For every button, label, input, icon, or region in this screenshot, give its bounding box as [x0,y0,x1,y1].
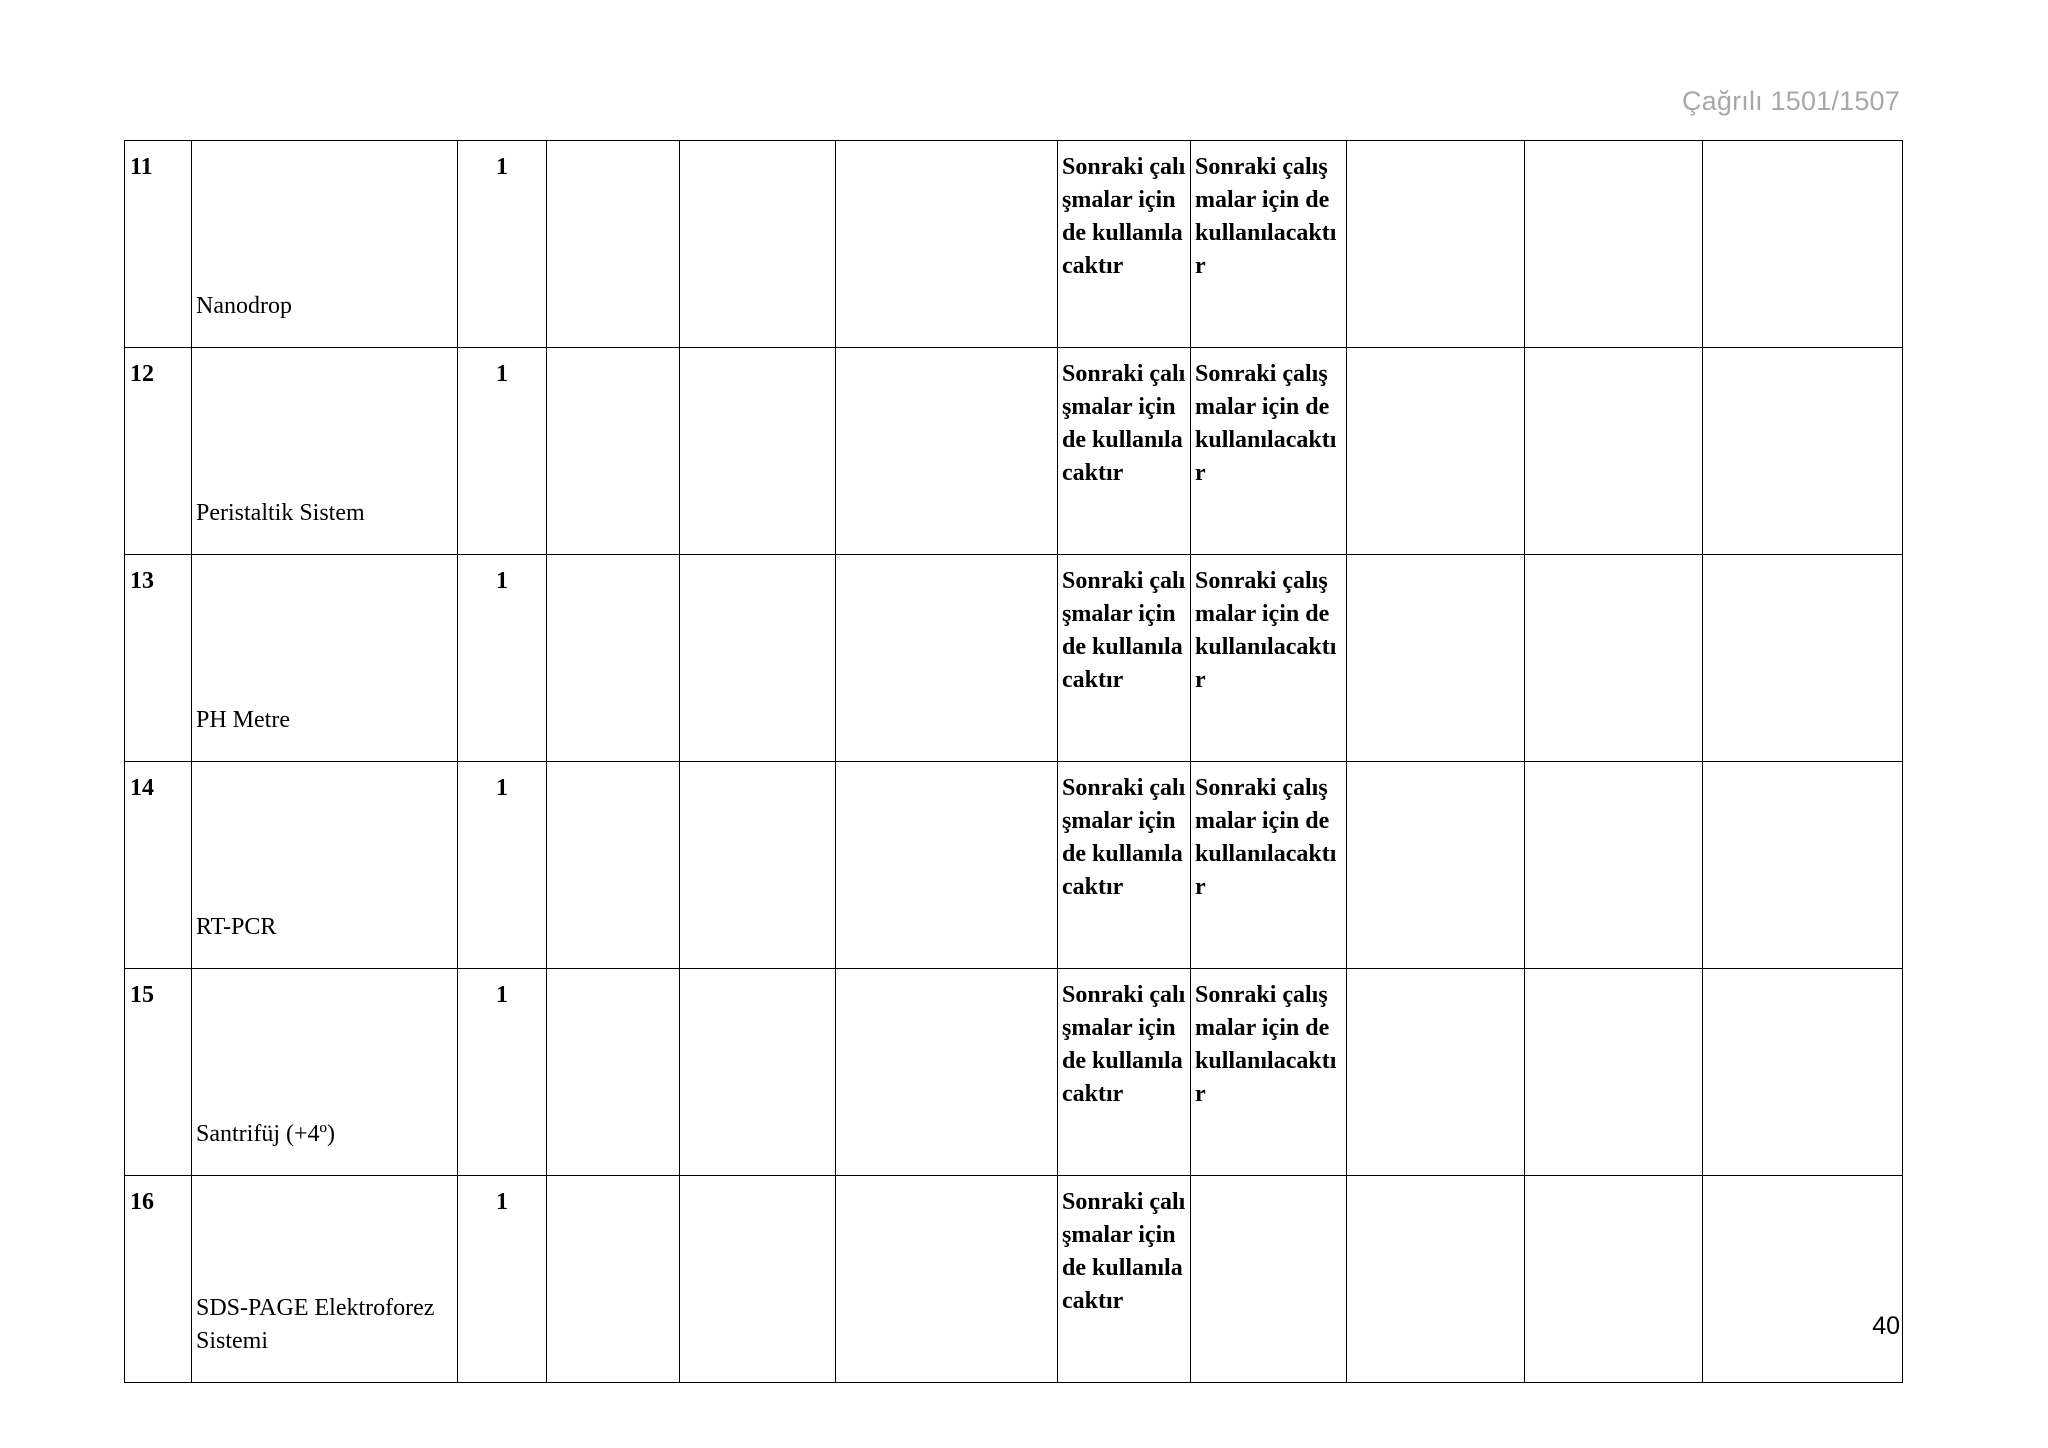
usage-note: Sonraki çalışmalar için de kullanılacaktır [1191,555,1347,762]
empty-cell [1703,555,1903,762]
empty-cell [547,1176,680,1383]
empty-cell [547,141,680,348]
empty-cell [680,969,836,1176]
page-number: 40 [1872,1312,1900,1340]
empty-cell [1347,141,1525,348]
equipment-quantity: 1 [458,1176,547,1383]
empty-cell [1347,969,1525,1176]
empty-cell [836,348,1058,555]
usage-note: Sonraki çalışmalar için de kullanılacaktır [1058,348,1191,555]
empty-cell [1525,762,1703,969]
equipment-name: SDS-PAGE Elektroforez Sistemi [192,1176,458,1383]
equipment-quantity: 1 [458,555,547,762]
empty-cell [547,969,680,1176]
usage-note: Sonraki çalışmalar için de kullanılacaktır [1058,141,1191,348]
empty-cell [836,141,1058,348]
empty-cell [547,555,680,762]
usage-note: Sonraki çalışmalar için de kullanılacaktır [1058,762,1191,969]
equipment-quantity: 1 [458,348,547,555]
empty-cell [1347,348,1525,555]
document-reference: Çağrılı 1501/1507 [1681,86,1900,116]
table-row [125,1176,1903,1383]
usage-note: Sonraki çalışmalar için de kullanılacaktır [1058,969,1191,1176]
equipment-quantity: 1 [458,969,547,1176]
empty-cell [680,555,836,762]
empty-cell [1703,762,1903,969]
empty-cell [1703,141,1903,348]
empty-cell [1347,555,1525,762]
usage-note: Sonraki çalışmalar için de kullanılacaktır [1191,348,1347,555]
equipment-name: RT-PCR [192,762,458,969]
empty-cell [1347,1176,1525,1383]
row-number: 14 [125,762,192,969]
equipment-name: Santrifüj (+4º) [192,969,458,1176]
empty-cell [836,762,1058,969]
table-row [125,555,1903,762]
usage-note: Sonraki çalışmalar için de kullanılacaktır [1191,762,1347,969]
empty-cell [680,762,836,969]
empty-cell [836,1176,1058,1383]
usage-note: Sonraki çalışmalar için de kullanılacaktır [1058,555,1191,762]
table-row [125,348,1903,555]
empty-cell [1525,141,1703,348]
empty-cell [836,969,1058,1176]
table-row [125,141,1903,348]
empty-cell [547,762,680,969]
empty-cell [680,348,836,555]
empty-cell [1703,1176,1903,1383]
empty-cell [680,1176,836,1383]
empty-cell [836,555,1058,762]
equipment-name: PH Metre [192,555,458,762]
empty-cell [680,141,836,348]
empty-cell [1703,348,1903,555]
empty-cell [1525,555,1703,762]
empty-cell [1525,969,1703,1176]
row-number: 11 [125,141,192,348]
empty-cell [1347,762,1525,969]
empty-cell [1703,969,1903,1176]
equipment-name: Peristaltik Sistem [192,348,458,555]
equipment-quantity: 1 [458,762,547,969]
equipment-name: Nanodrop [192,141,458,348]
row-number: 12 [125,348,192,555]
row-number: 13 [125,555,192,762]
row-number: 16 [125,1176,192,1383]
usage-note: Sonraki çalışmalar için de kullanılacaktır [1058,1176,1191,1383]
empty-cell [1525,1176,1703,1383]
equipment-quantity: 1 [458,141,547,348]
empty-cell [1525,348,1703,555]
row-number: 15 [125,969,192,1176]
empty-cell [547,348,680,555]
table-row [125,969,1903,1176]
usage-note [1191,1176,1347,1383]
usage-note: Sonraki çalışmalar için de kullanılacaktır [1191,141,1347,348]
equipment-table [124,140,1903,1383]
table-row [125,762,1903,969]
usage-note: Sonraki çalışmalar için de kullanılacaktır [1191,969,1347,1176]
